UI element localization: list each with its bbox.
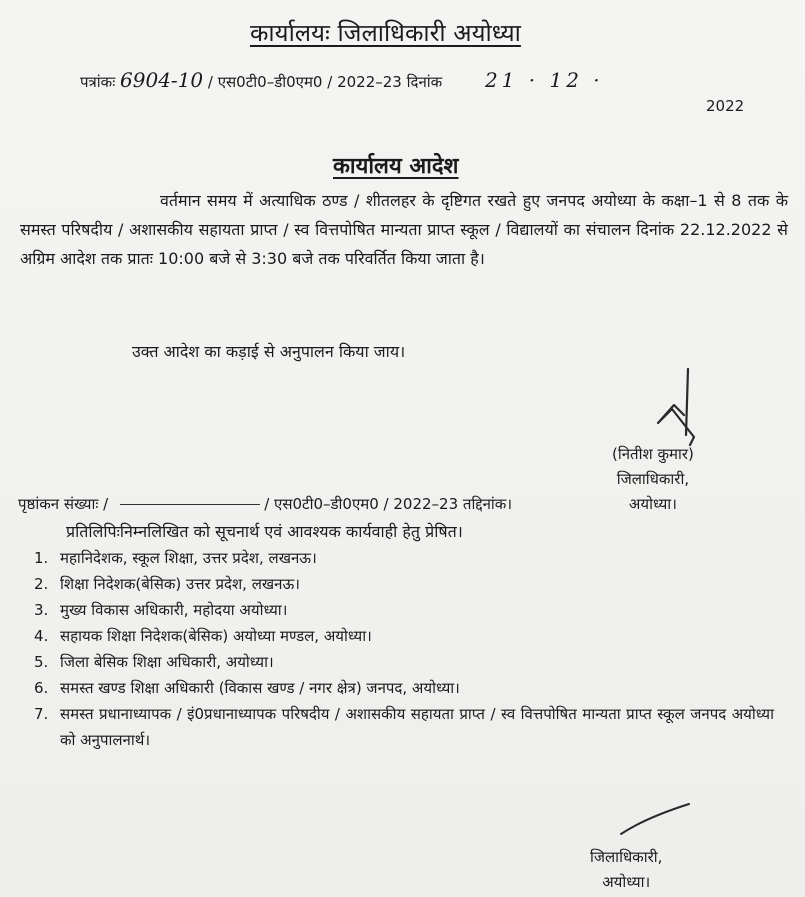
office-title: कार्यालयः जिलाधिकारी अयोध्या bbox=[250, 19, 521, 47]
compliance-line: उक्त आदेश का कड़ाई से अनुपालन किया जाय। bbox=[132, 342, 406, 361]
reference-number-handwritten: 6904-10 bbox=[120, 68, 204, 92]
footer-signatory-block bbox=[590, 845, 662, 895]
reference-code: / एस0टी0–डी0एम0 / 2022–23 दिनांक bbox=[207, 73, 443, 91]
footer-signature-mark bbox=[615, 800, 695, 840]
endorsement-blank bbox=[120, 504, 260, 505]
copy-list-item bbox=[34, 649, 774, 675]
copy-heading: प्रतिलिपिःनिम्नलिखित को सूचनार्थ एवं आवश्यक कार्यवाही हेतु प्रेषित। bbox=[66, 522, 463, 541]
signatory-place: अयोध्या। bbox=[628, 495, 677, 513]
signatory-name: (नितीश कुमार) bbox=[612, 445, 694, 463]
copy-list-number: 6. bbox=[34, 679, 49, 697]
copy-list-text: सहायक शिक्षा निदेशक(बेसिक) अयोध्या मण्डल, अयोध्या। bbox=[60, 627, 372, 645]
copy-list-text: मुख्य विकास अधिकारी, महोदया अयोध्या। bbox=[60, 601, 288, 619]
endorsement-line bbox=[18, 494, 512, 514]
copy-list-number: 7. bbox=[34, 705, 49, 723]
reference-year: 2022 bbox=[706, 97, 745, 115]
endorsement-code: / एस0टी0–डी0एम0 / 2022–23 तद्दिनांक। bbox=[264, 495, 512, 513]
copy-list-text: समस्त प्रधानाध्यापक / इं0प्रधानाध्यापक परिषदीय / अशासकीय सहायता प्राप्त / स्व वित्तपोषित मान्यता प्राप्त स्कूल जनपद अयोध्या को अनुपालनार्थ। bbox=[60, 705, 774, 749]
copy-list-item bbox=[34, 701, 774, 753]
copy-list-number: 2. bbox=[34, 575, 49, 593]
copy-list-text: महानिदेशक, स्कूल शिक्षा, उत्तर प्रदेश, लखनऊ। bbox=[60, 549, 317, 567]
copy-list-item bbox=[34, 623, 774, 649]
copy-list-number: 5. bbox=[34, 653, 49, 671]
copy-list-text: जिला बेसिक शिक्षा अधिकारी, अयोध्या। bbox=[60, 653, 274, 671]
reference-line bbox=[80, 68, 604, 92]
copy-list-item bbox=[34, 545, 774, 571]
order-heading: कार्यालय आदेश bbox=[333, 154, 459, 179]
reference-date-handwritten: 21 · 12 · bbox=[484, 68, 604, 92]
copy-list bbox=[34, 545, 774, 753]
reference-label: पत्रांकः bbox=[80, 73, 116, 91]
endorsement-label: पृष्ठांकन संख्याः / bbox=[18, 495, 109, 513]
copy-list-item bbox=[34, 675, 774, 701]
signatory-block bbox=[612, 442, 694, 517]
footer-designation: जिलाधिकारी, bbox=[590, 848, 663, 866]
copy-list-number: 1. bbox=[34, 549, 49, 567]
copy-list-item bbox=[34, 597, 774, 623]
order-body-paragraph: वर्तमान समय में अत्याधिक ठण्ड / शीतलहर के दृष्टिगत रखते हुए जनपद अयोध्या के कक्षा–1 से 8 तक के समस्त परिषदीय / अशासकीय सहायता प्राप्त / स्व वित्तपोषित मान्यता प्राप्त स्कूल / विद्यालयों का संचालन दिनांक 22.12.2022 से अग्रिम आदेश तक प्रातः 10:00 बजे से 3:30 बजे तक परिवर्तित किया जाता है। bbox=[20, 191, 788, 268]
copy-list-item bbox=[34, 571, 774, 597]
copy-list-text: समस्त खण्ड शिक्षा अधिकारी (विकास खण्ड / नगर क्षेत्र) जनपद, अयोध्या। bbox=[60, 679, 460, 697]
footer-place: अयोध्या। bbox=[602, 873, 651, 891]
copy-list-text: शिक्षा निदेशक(बेसिक) उत्तर प्रदेश, लखनऊ। bbox=[60, 575, 300, 593]
copy-list-number: 4. bbox=[34, 627, 49, 645]
signatory-designation: जिलाधिकारी, bbox=[616, 470, 690, 488]
copy-list-number: 3. bbox=[34, 601, 49, 619]
